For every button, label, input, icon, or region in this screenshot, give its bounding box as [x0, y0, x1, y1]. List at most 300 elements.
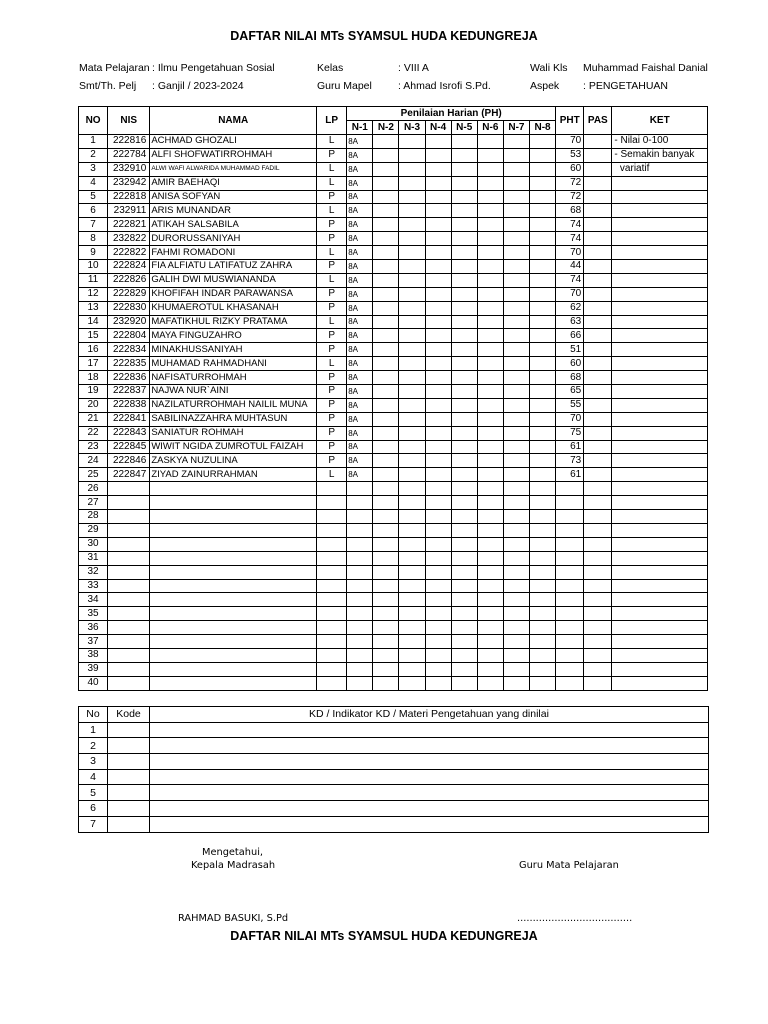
cell-pht: 60: [556, 162, 584, 176]
cell-n-6: [477, 426, 503, 440]
cell-n-6: [477, 301, 503, 315]
cell-n-6: [477, 162, 503, 176]
cell-lp: [317, 648, 347, 662]
cell-nis: 222822: [108, 246, 150, 260]
cell-nama: [150, 662, 317, 676]
cell-ket: [612, 343, 708, 357]
cell-pht: 74: [556, 232, 584, 246]
mapel-label: Mata Pelajaran: [79, 62, 150, 74]
table-row: [79, 607, 708, 621]
cell-n-2: [373, 301, 399, 315]
cell-n-6: [477, 648, 503, 662]
cell-ket: - Semakin banyak: [612, 148, 708, 162]
cell-pas: [584, 551, 612, 565]
cell-n-1: 8A: [347, 440, 373, 454]
cell-lp: [317, 523, 347, 537]
cell-lp: L: [317, 357, 347, 371]
table-row: [79, 454, 708, 468]
cell-n-5: [451, 148, 477, 162]
cell-n-5: [451, 579, 477, 593]
cell-nama: WIWIT NGIDA ZUMROTUL FAIZAH: [150, 440, 317, 454]
cell-no: 35: [79, 607, 108, 621]
cell-n-2: [373, 246, 399, 260]
kd-row: [79, 722, 709, 738]
cell-n-6: [477, 398, 503, 412]
cell-n-7: [503, 648, 529, 662]
cell-ket: [612, 440, 708, 454]
cell-n-8: [530, 371, 556, 385]
cell-nis: [108, 621, 150, 635]
header-nama: NAMA: [150, 107, 317, 135]
cell-n-2: [373, 329, 399, 343]
cell-n-3: [399, 218, 425, 232]
cell-n-1: [347, 496, 373, 510]
cell-n-8: [530, 412, 556, 426]
cell-n-3: [399, 260, 425, 274]
cell-n-2: [373, 135, 399, 149]
cell-n-7: [503, 482, 529, 496]
cell-pht: [556, 537, 584, 551]
cell-ket: [612, 426, 708, 440]
cell-n-4: [425, 315, 451, 329]
kelas-value: : VIII A: [398, 62, 429, 74]
cell-n-8: [530, 232, 556, 246]
cell-n-8: [530, 635, 556, 649]
cell-pht: [556, 579, 584, 593]
cell-no: 29: [79, 523, 108, 537]
cell-nis: [108, 579, 150, 593]
cell-n-1: 8A: [347, 357, 373, 371]
cell-n-7: [503, 315, 529, 329]
cell-n-5: [451, 135, 477, 149]
cell-n-3: [399, 343, 425, 357]
header-n-1: N-1: [347, 121, 373, 135]
kd-cell-desc: [150, 769, 709, 785]
cell-n-2: [373, 357, 399, 371]
cell-n-6: [477, 454, 503, 468]
cell-nis: 222830: [108, 301, 150, 315]
cell-n-6: [477, 232, 503, 246]
cell-n-8: [530, 190, 556, 204]
cell-n-3: [399, 676, 425, 690]
cell-ket: [612, 357, 708, 371]
cell-pas: [584, 579, 612, 593]
cell-n-6: [477, 246, 503, 260]
guru-label: Guru Mapel: [317, 80, 372, 92]
cell-ket: [612, 662, 708, 676]
kd-cell-desc: [150, 722, 709, 738]
cell-n-2: [373, 412, 399, 426]
table-row: [79, 496, 708, 510]
cell-ket: [612, 232, 708, 246]
cell-nis: 222845: [108, 440, 150, 454]
kd-header-desc: KD / Indikator KD / Materi Pengetahuan yang dinilai: [150, 707, 709, 723]
cell-n-7: [503, 329, 529, 343]
cell-pht: 73: [556, 454, 584, 468]
cell-nis: 222837: [108, 385, 150, 399]
cell-n-4: [425, 565, 451, 579]
cell-nama: [150, 510, 317, 524]
cell-n-2: [373, 315, 399, 329]
cell-n-1: 8A: [347, 426, 373, 440]
cell-n-4: [425, 357, 451, 371]
cell-n-7: [503, 454, 529, 468]
table-row: [79, 621, 708, 635]
cell-pas: [584, 135, 612, 149]
table-row: [79, 385, 708, 399]
cell-n-3: [399, 204, 425, 218]
cell-n-4: [425, 218, 451, 232]
cell-n-1: [347, 537, 373, 551]
cell-n-7: [503, 273, 529, 287]
cell-no: 11: [79, 273, 108, 287]
cell-n-5: [451, 218, 477, 232]
cell-n-7: [503, 468, 529, 482]
cell-n-2: [373, 551, 399, 565]
cell-n-6: [477, 579, 503, 593]
grade-table: [78, 106, 708, 691]
cell-ket: [612, 218, 708, 232]
cell-n-7: [503, 218, 529, 232]
cell-n-2: [373, 190, 399, 204]
kd-row: [79, 769, 709, 785]
cell-nama: ARIS MUNANDAR: [150, 204, 317, 218]
cell-pht: 70: [556, 287, 584, 301]
cell-nama: NAJWA NUR`AINI: [150, 385, 317, 399]
cell-ket: [612, 176, 708, 190]
cell-nama: [150, 593, 317, 607]
cell-n-8: [530, 148, 556, 162]
cell-lp: P: [317, 440, 347, 454]
cell-pht: 72: [556, 190, 584, 204]
cell-n-5: [451, 176, 477, 190]
kd-cell-kode: [108, 801, 150, 817]
cell-no: 27: [79, 496, 108, 510]
mapel-value: : Ilmu Pengetahuan Sosial: [152, 62, 275, 74]
cell-pas: [584, 607, 612, 621]
cell-ket: [612, 315, 708, 329]
cell-pht: 70: [556, 412, 584, 426]
cell-nama: ALWI WAFI ALWARIDA MUHAMMAD FADIL: [150, 162, 317, 176]
cell-n-4: [425, 246, 451, 260]
table-row: [79, 648, 708, 662]
cell-pht: [556, 621, 584, 635]
cell-pas: [584, 232, 612, 246]
cell-n-2: [373, 398, 399, 412]
cell-n-8: [530, 218, 556, 232]
cell-n-1: [347, 676, 373, 690]
cell-no: 34: [79, 593, 108, 607]
cell-n-3: [399, 523, 425, 537]
cell-lp: P: [317, 329, 347, 343]
cell-nama: KHOFIFAH INDAR PARAWANSA: [150, 287, 317, 301]
cell-n-2: [373, 621, 399, 635]
cell-n-6: [477, 260, 503, 274]
kepala-madrasah-text: Kepala Madrasah: [191, 860, 276, 871]
cell-lp: P: [317, 301, 347, 315]
kd-cell-desc: [150, 801, 709, 817]
cell-n-1: [347, 621, 373, 635]
cell-n-1: 8A: [347, 190, 373, 204]
cell-n-1: 8A: [347, 371, 373, 385]
cell-ket: - Nilai 0-100: [612, 135, 708, 149]
cell-nis: 222836: [108, 371, 150, 385]
cell-n-1: [347, 635, 373, 649]
cell-n-1: 8A: [347, 232, 373, 246]
cell-n-1: 8A: [347, 385, 373, 399]
cell-ket: [612, 551, 708, 565]
cell-pas: [584, 301, 612, 315]
cell-n-1: [347, 565, 373, 579]
cell-n-3: [399, 357, 425, 371]
cell-n-7: [503, 676, 529, 690]
cell-nama: MAFATIKHUL RIZKY PRATAMA: [150, 315, 317, 329]
cell-n-1: 8A: [347, 301, 373, 315]
cell-n-5: [451, 162, 477, 176]
cell-n-2: [373, 482, 399, 496]
cell-lp: P: [317, 412, 347, 426]
cell-n-2: [373, 273, 399, 287]
cell-n-4: [425, 426, 451, 440]
kd-row: [79, 801, 709, 817]
cell-pht: [556, 551, 584, 565]
cell-lp: P: [317, 287, 347, 301]
cell-pht: 61: [556, 468, 584, 482]
cell-n-2: [373, 648, 399, 662]
cell-ket: [612, 246, 708, 260]
cell-ket: [612, 287, 708, 301]
cell-ket: [612, 273, 708, 287]
kd-cell-kode: [108, 785, 150, 801]
table-row: [79, 551, 708, 565]
cell-n-5: [451, 232, 477, 246]
cell-n-5: [451, 273, 477, 287]
cell-no: 32: [79, 565, 108, 579]
cell-no: 23: [79, 440, 108, 454]
cell-nis: 222847: [108, 468, 150, 482]
cell-no: 12: [79, 287, 108, 301]
cell-no: 39: [79, 662, 108, 676]
cell-pas: [584, 162, 612, 176]
table-row: [79, 440, 708, 454]
cell-pas: [584, 621, 612, 635]
kd-cell-no: 3: [79, 754, 108, 770]
cell-n-6: [477, 662, 503, 676]
cell-lp: P: [317, 371, 347, 385]
cell-n-2: [373, 371, 399, 385]
cell-nama: MAYA FINGUZAHRO: [150, 329, 317, 343]
cell-no: 10: [79, 260, 108, 274]
cell-pas: [584, 412, 612, 426]
cell-n-5: [451, 510, 477, 524]
table-row: [79, 204, 708, 218]
cell-no: 40: [79, 676, 108, 690]
cell-nis: 222816: [108, 135, 150, 149]
cell-n-8: [530, 260, 556, 274]
cell-n-4: [425, 579, 451, 593]
cell-nis: [108, 593, 150, 607]
cell-n-7: [503, 385, 529, 399]
cell-n-7: [503, 260, 529, 274]
cell-lp: L: [317, 468, 347, 482]
cell-nama: GALIH DWI MUSWIANANDA: [150, 273, 317, 287]
cell-pht: 75: [556, 426, 584, 440]
cell-lp: L: [317, 204, 347, 218]
cell-nama: SANIATUR ROHMAH: [150, 426, 317, 440]
cell-pht: 68: [556, 371, 584, 385]
cell-n-6: [477, 176, 503, 190]
header-n-3: N-3: [399, 121, 425, 135]
cell-pht: 55: [556, 398, 584, 412]
cell-n-6: [477, 621, 503, 635]
cell-n-7: [503, 565, 529, 579]
cell-n-3: [399, 551, 425, 565]
cell-lp: P: [317, 385, 347, 399]
cell-n-6: [477, 385, 503, 399]
cell-pas: [584, 496, 612, 510]
cell-n-6: [477, 551, 503, 565]
cell-n-1: 8A: [347, 135, 373, 149]
guru-value: : Ahmad Isrofi S.Pd.: [398, 80, 491, 92]
cell-lp: P: [317, 398, 347, 412]
cell-nis: 232911: [108, 204, 150, 218]
cell-n-3: [399, 246, 425, 260]
cell-pht: [556, 648, 584, 662]
cell-n-4: [425, 232, 451, 246]
cell-n-1: [347, 607, 373, 621]
cell-n-4: [425, 621, 451, 635]
cell-nis: [108, 676, 150, 690]
cell-lp: L: [317, 315, 347, 329]
cell-n-8: [530, 662, 556, 676]
cell-n-6: [477, 510, 503, 524]
cell-pas: [584, 523, 612, 537]
cell-ket: [612, 510, 708, 524]
header-n-6: N-6: [477, 121, 503, 135]
page-title: DAFTAR NILAI MTs SYAMSUL HUDA KEDUNGREJA: [230, 29, 538, 43]
cell-nama: FIA ALFIATU LATIFATUZ ZAHRA: [150, 260, 317, 274]
cell-pas: [584, 260, 612, 274]
cell-nis: 222843: [108, 426, 150, 440]
header-n-7: N-7: [503, 121, 529, 135]
cell-no: 15: [79, 329, 108, 343]
cell-nis: [108, 551, 150, 565]
cell-n-8: [530, 621, 556, 635]
table-row: [79, 371, 708, 385]
cell-lp: P: [317, 148, 347, 162]
kd-cell-desc: [150, 754, 709, 770]
cell-n-6: [477, 496, 503, 510]
cell-nama: MUHAMAD RAHMADHANI: [150, 357, 317, 371]
cell-n-5: [451, 482, 477, 496]
cell-n-1: 8A: [347, 315, 373, 329]
cell-nama: ATIKAH SALSABILA: [150, 218, 317, 232]
cell-n-7: [503, 621, 529, 635]
cell-ket: [612, 398, 708, 412]
cell-n-6: [477, 371, 503, 385]
cell-n-5: [451, 385, 477, 399]
cell-no: 1: [79, 135, 108, 149]
header-ket: KET: [612, 107, 708, 135]
table-row: [79, 135, 708, 149]
cell-pht: [556, 593, 584, 607]
cell-n-7: [503, 287, 529, 301]
cell-n-3: [399, 454, 425, 468]
cell-n-5: [451, 343, 477, 357]
cell-n-4: [425, 190, 451, 204]
cell-n-7: [503, 176, 529, 190]
header-n-8: N-8: [530, 121, 556, 135]
cell-pas: [584, 454, 612, 468]
cell-n-6: [477, 593, 503, 607]
cell-n-7: [503, 662, 529, 676]
cell-lp: P: [317, 454, 347, 468]
cell-n-6: [477, 468, 503, 482]
cell-n-7: [503, 593, 529, 607]
cell-n-8: [530, 565, 556, 579]
cell-nis: [108, 648, 150, 662]
cell-n-6: [477, 273, 503, 287]
cell-pht: [556, 482, 584, 496]
cell-lp: P: [317, 190, 347, 204]
cell-n-4: [425, 454, 451, 468]
table-row: [79, 190, 708, 204]
cell-n-1: [347, 482, 373, 496]
cell-n-3: [399, 607, 425, 621]
cell-ket: [612, 496, 708, 510]
cell-n-5: [451, 412, 477, 426]
cell-nama: ZASKYA NUZULINA: [150, 454, 317, 468]
header-lp: LP: [317, 107, 347, 135]
cell-n-4: [425, 287, 451, 301]
cell-n-4: [425, 648, 451, 662]
cell-pht: [556, 607, 584, 621]
header-n-4: N-4: [425, 121, 451, 135]
cell-nama: [150, 565, 317, 579]
kd-cell-desc: [150, 785, 709, 801]
cell-pht: 63: [556, 315, 584, 329]
kd-cell-no: 6: [79, 801, 108, 817]
cell-n-1: 8A: [347, 148, 373, 162]
cell-n-3: [399, 398, 425, 412]
cell-pas: [584, 565, 612, 579]
cell-nis: 222784: [108, 148, 150, 162]
cell-n-5: [451, 551, 477, 565]
table-row: [79, 260, 708, 274]
cell-pht: [556, 510, 584, 524]
kd-row: [79, 738, 709, 754]
cell-n-2: [373, 204, 399, 218]
cell-lp: [317, 551, 347, 565]
cell-nama: FAHMI ROMADONI: [150, 246, 317, 260]
cell-n-5: [451, 454, 477, 468]
cell-n-8: [530, 607, 556, 621]
cell-pas: [584, 371, 612, 385]
table-row: [79, 468, 708, 482]
cell-pht: 74: [556, 273, 584, 287]
cell-n-4: [425, 371, 451, 385]
cell-n-6: [477, 676, 503, 690]
cell-n-4: [425, 440, 451, 454]
cell-no: 26: [79, 482, 108, 496]
cell-pht: 53: [556, 148, 584, 162]
cell-pas: [584, 148, 612, 162]
cell-n-8: [530, 162, 556, 176]
cell-pht: 74: [556, 218, 584, 232]
cell-no: 33: [79, 579, 108, 593]
cell-pht: 70: [556, 246, 584, 260]
aspek-label: Aspek: [530, 80, 560, 92]
